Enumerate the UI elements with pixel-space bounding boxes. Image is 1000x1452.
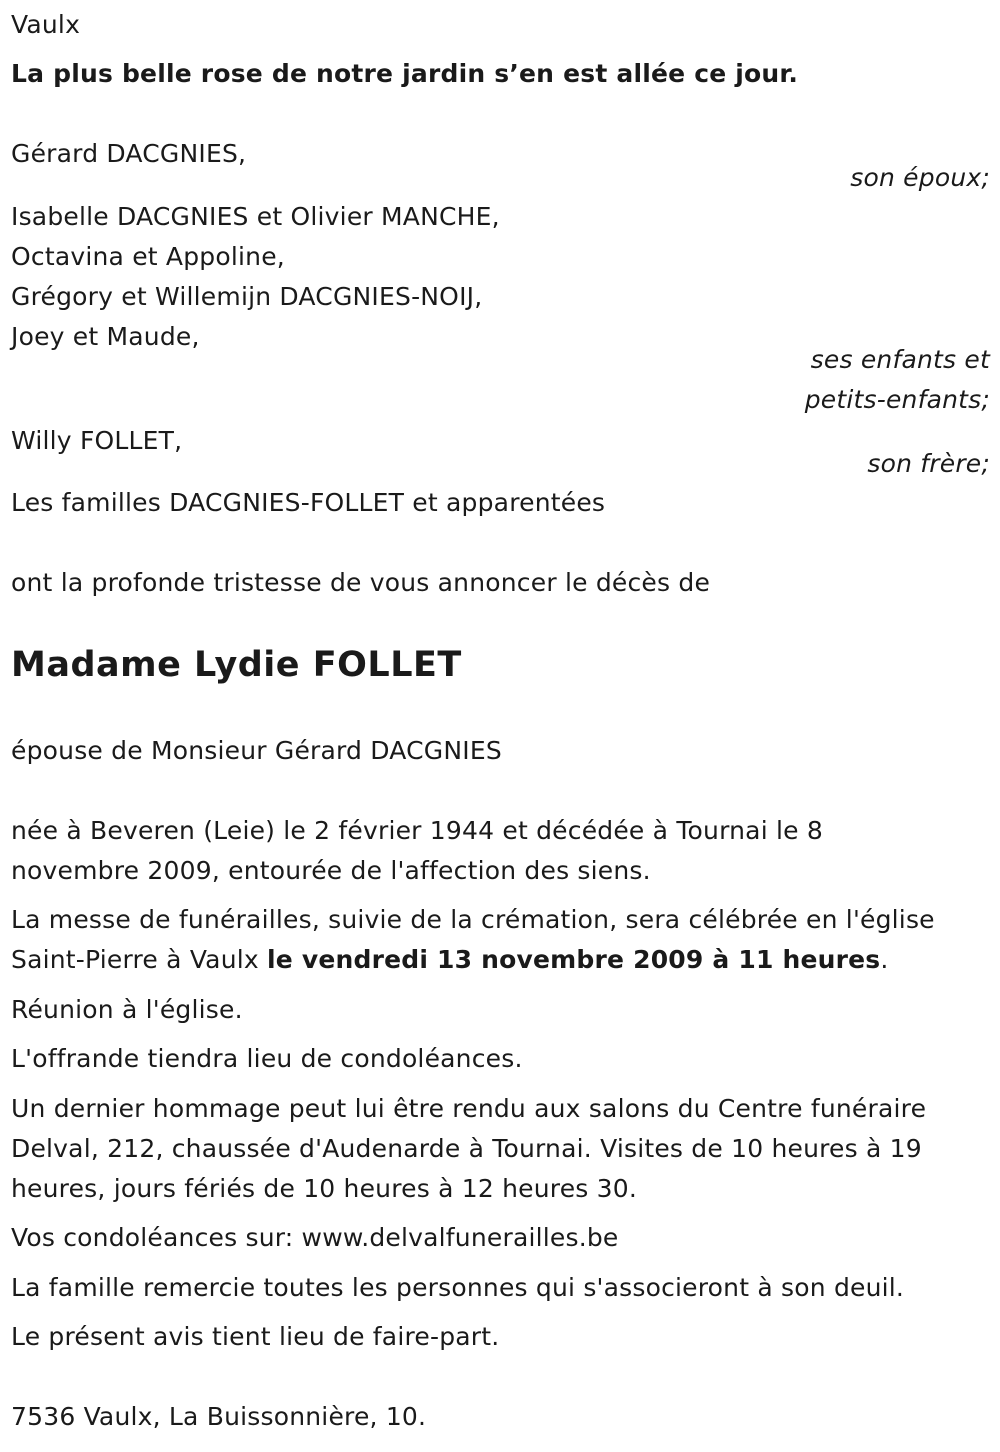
child-line-2: Octavina et Appoline, <box>11 242 285 271</box>
notice-line: Le présent avis tient lieu de faire-part. <box>11 1322 500 1351</box>
location-header: Vaulx <box>11 10 81 39</box>
address-line: 7536 Vaulx, La Buissonnière, 10. <box>11 1402 427 1431</box>
brother-name: Willy FOLLET, <box>11 426 183 455</box>
spouse-of: épouse de Monsieur Gérard DACGNIES <box>11 736 502 765</box>
funeral-place: Saint-Pierre à Vaulx <box>11 945 268 974</box>
funeral-line-2 <box>11 945 889 975</box>
meeting-line: Réunion à l'église. <box>11 995 243 1024</box>
offering-line: L'offrande tiendra lieu de condoléances. <box>11 1044 523 1073</box>
children-role-1: ses enfants et <box>810 345 990 374</box>
child-line-1: Isabelle DACGNIES et Olivier MANCHE, <box>11 202 500 231</box>
funeral-datetime: le vendredi 13 novembre 2009 à 11 heures <box>267 945 881 974</box>
spouse-name: Gérard DACGNIES, <box>11 139 247 168</box>
tagline: La plus belle rose de notre jardin s’en est allée ce jour. <box>11 59 799 88</box>
children-role-2: petits-enfants; <box>804 385 990 414</box>
child-line-4: Joey et Maude, <box>11 322 200 351</box>
tribute-line-3: heures, jours fériés de 10 heures à 12 heures 30. <box>11 1174 638 1203</box>
funeral-period: . <box>880 945 889 974</box>
deceased-name: Madame Lydie FOLLET <box>11 645 462 685</box>
brother-role: son frère; <box>867 449 990 478</box>
child-line-3: Grégory et Willemijn DACGNIES-NOIJ, <box>11 282 483 311</box>
thanks-line: La famille remercie toutes les personnes qui s'associeront à son deuil. <box>11 1273 905 1302</box>
spouse-role: son époux; <box>850 163 990 192</box>
birth-death-line-1: née à Beveren (Leie) le 2 février 1944 et décédée à Tournai le 8 <box>11 816 823 845</box>
announcement: ont la profonde tristesse de vous annoncer le décès de <box>11 568 711 597</box>
funeral-line-1: La messe de funérailles, suivie de la crémation, sera célébrée en l'église <box>11 905 935 934</box>
tribute-line-2: Delval, 212, chaussée d'Audenarde à Tournai. Visites de 10 heures à 19 <box>11 1134 922 1163</box>
families-line: Les familles DACGNIES-FOLLET et apparentées <box>11 488 606 517</box>
birth-death-line-2: novembre 2009, entourée de l'affection des siens. <box>11 856 651 885</box>
tribute-line-1: Un dernier hommage peut lui être rendu aux salons du Centre funéraire <box>11 1094 927 1123</box>
condolences-line: Vos condoléances sur: www.delvalfunerailles.be <box>11 1223 619 1252</box>
